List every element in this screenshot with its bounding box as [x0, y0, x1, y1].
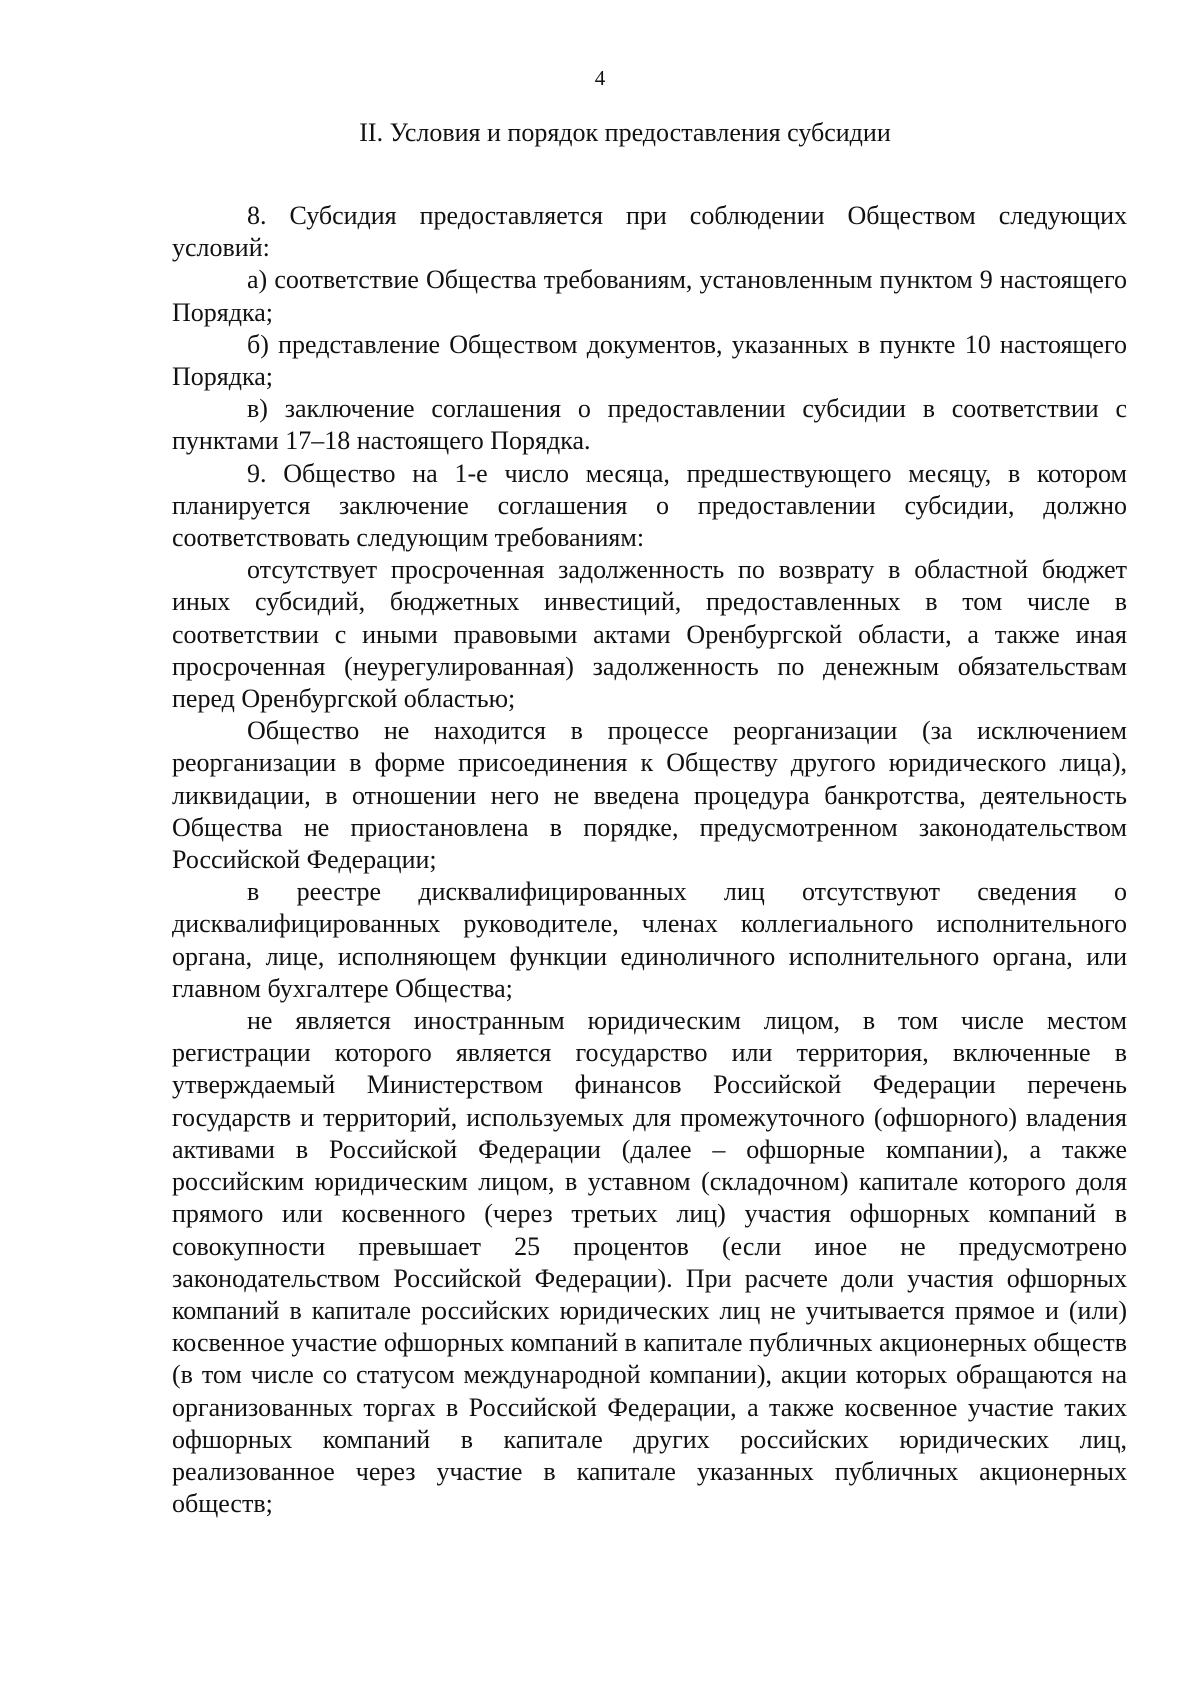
- paragraph-8-a: а) соответствие Общества требованиям, установленным пунктом 9 настоящего Порядка;: [172, 265, 1127, 327]
- paragraph-8: 8. Субсидия предоставляется при соблюдении Обществом следующих условий:: [172, 201, 1127, 263]
- section-title: II. Условия и порядок предоставления субсидии: [359, 118, 891, 147]
- document-body: [172, 200, 1127, 1520]
- page-number: 4: [594, 66, 606, 90]
- requirement-no-reorganization: Общество не находится в процессе реорганизации (за исключением реорганизации в форме присоединения к Обществу другого юридического лица), ликвидации, в отношении него не введена процедура банкротства, деятельность Общества не приостановлена в порядке, предусмотренном законодательством Российской Федерации;: [172, 716, 1127, 875]
- paragraph-8-b: б) представление Обществом документов, указанных в пункте 10 настоящего Порядка;: [172, 329, 1127, 392]
- paragraph-8-c: в) заключение соглашения о предоставлении субсидии в соответствии с пунктами 17–18 настоящего Порядка.: [172, 394, 1127, 456]
- requirement-not-offshore: не является иностранным юридическим лицом, в том числе местом регистрации которого является государство или территория, включенные в утверждаемый Министерством финансов Российской Федерации перечень государств и территорий, используемых для промежуточного (офшорного) владения активами в Российской Федерации (далее – офшорные компании), а также российским юридическим лицом, в уставном (складочном) капитале которого доля прямого или косвенного (через третьих лиц) участия офшорных компаний в совокупности превышает 25 процентов (если иное не предусмотрено законодательством Российской Федерации). При расчете доли участия офшорных компаний в капитале российских юридических лиц не учитывается прямое и (или) косвенное участие офшорных компаний в капитале публичных акционерных обществ (в том числе со статусом международной компании), акции которых обращаются на организованных торгах в Российской Федерации, а также косвенное участие таких офшорных компаний в капитале других российских юридических лиц, реализованное через участие в капитале указанных публичных акционерных обществ;: [172, 1006, 1127, 1519]
- paragraph-9: 9. Общество на 1-е число месяца, предшествующего месяцу, в котором планируется заключение соглашения о предоставлении субсидии, должно соответствовать следующим требованиям:: [172, 458, 1127, 553]
- requirement-no-debt: отсутствует просроченная задолженность по возврату в областной бюджет иных субсидий, бюджетных инвестиций, предоставленных в том числе в соответствии с иными правовыми актами Оренбургской области, а также иная просроченная (неурегулированная) задолженность по денежным обязательствам перед Оренбургской областью;: [172, 555, 1127, 714]
- requirement-disqualified-registry: в реестре дисквалифицированных лиц отсутствуют сведения о дисквалифицированных руководителе, членах коллегиального исполнительного органа, лице, исполняющем функции единоличного исполнительного органа, или главном бухгалтере Общества;: [172, 877, 1127, 1003]
